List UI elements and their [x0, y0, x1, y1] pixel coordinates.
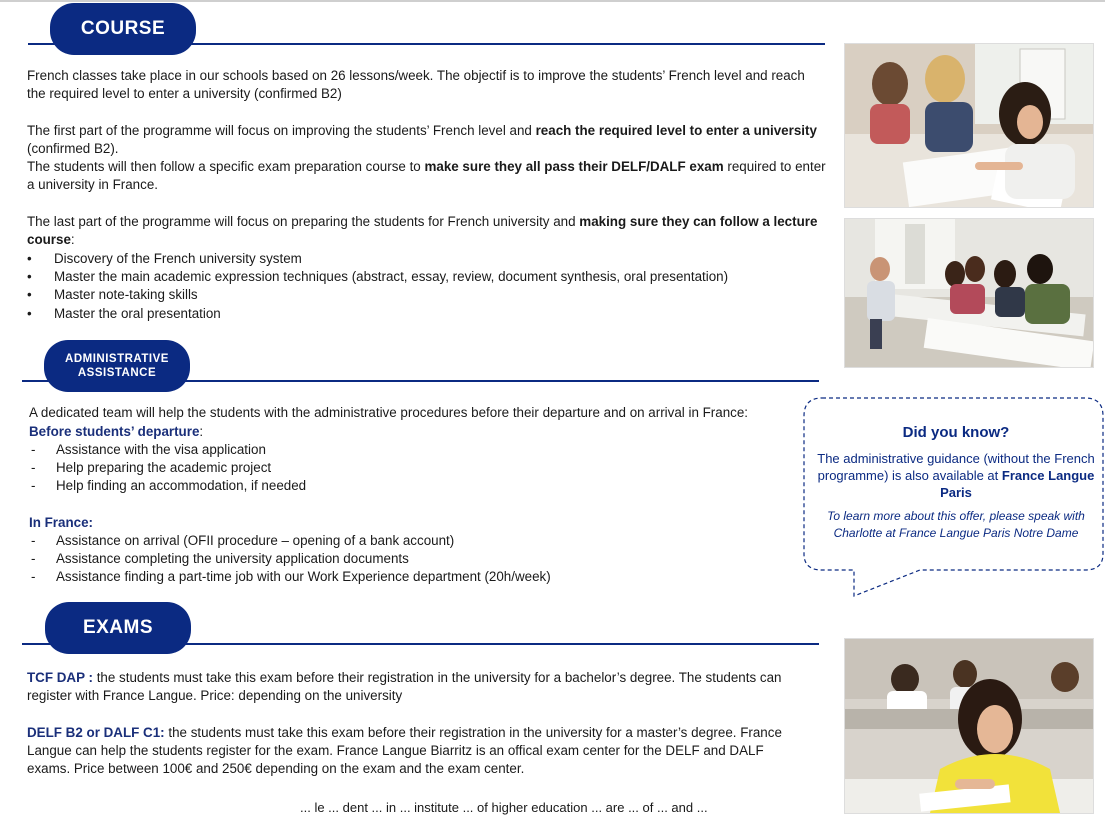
course-bullet-list: [27, 250, 817, 323]
top-border: [0, 0, 1105, 2]
admin-before-heading: Before students’ departure:: [29, 424, 204, 439]
list-item: • Discovery of the French university system: [27, 250, 817, 268]
exams-divider: [22, 643, 819, 645]
list-item: • Master the main academic expression techniques (abstract, essay, review, document synthesis, oral presentation): [27, 268, 817, 286]
admin-heading-line2: ASSISTANCE: [77, 367, 157, 379]
list-item: • Master note-taking skills: [27, 286, 817, 304]
admin-france-list: [29, 532, 789, 587]
admin-intro: A dedicated team will help the students with the administrative procedures before their departure and on arrival in France:: [29, 405, 749, 420]
classroom-photo-group: [844, 218, 1094, 368]
course-paragraph-1: French classes take place in our schools based on 26 lessons/week. The objectif is to improve the students’ French level and reach the required level to enter a university (confirmed B2): [27, 68, 805, 101]
callout-italic-text: To learn more about this offer, please speak with Charlotte at France Langue Paris Notre Dame: [827, 509, 1085, 540]
admin-before-list: [29, 441, 789, 496]
list-item: - Assistance finding a part-time job with our Work Experience department (20h/week): [29, 568, 789, 586]
admin-heading-line1: ADMINISTRATIVE: [65, 353, 169, 365]
exam-photo-student: [844, 638, 1094, 814]
exams-tcf-paragraph: TCF DAP : the students must take this exam before their registration in the university for a bachelor’s degree. The students can register with France Langue. Price: depending on the university: [27, 670, 782, 703]
callout-title: Did you know?: [902, 424, 1010, 441]
classroom-photo-students-writing: [844, 43, 1094, 208]
callout-text: The administrative guidance (without the French programme) is also available at France Langue Paris: [817, 451, 1095, 500]
admin-france-heading: In France:: [29, 515, 93, 530]
course-paragraph-3: The last part of the programme will focus on preparing the students for French university and making sure they can follow a lecture course:: [27, 214, 818, 247]
admin-heading-badge: [44, 340, 190, 392]
list-item: - Assistance on arrival (OFII procedure – opening of a bank account): [29, 532, 789, 550]
course-heading: COURSE: [80, 18, 166, 39]
list-item: • Master the oral presentation: [27, 305, 817, 323]
exams-heading-badge: [45, 602, 191, 654]
partial-cut-off-line: ... le ... dent ... in ... institute ... of higher education ... are ... of ... and ...: [300, 800, 708, 815]
exams-heading: EXAMS: [82, 617, 154, 638]
list-item: - Help finding an accommodation, if needed: [29, 477, 789, 495]
course-heading-badge: [50, 3, 196, 55]
course-paragraph-2: The first part of the programme will focus on improving the students’ French level and reach the required level to enter a university (confirmed B2). The students will then follow a specific exam preparation course to make sure they all pass their DELF/DALF exam required to enter a university in France.: [27, 123, 826, 192]
list-item: - Help preparing the academic project: [29, 459, 789, 477]
list-item: - Assistance completing the university application documents: [29, 550, 789, 568]
list-item: - Assistance with the visa application: [29, 441, 789, 459]
admin-divider: [22, 380, 819, 382]
course-divider: [28, 43, 825, 45]
exams-delf-paragraph: DELF B2 or DALF C1: the students must take this exam before their registration in the university for a master’s degree. France Langue can help the students register for the exam. France Langue Biarritz is an offical exam center for the DELF and DALF exams. Price between 100€ and 250€ depending on the exam and the exam center.: [27, 725, 782, 776]
